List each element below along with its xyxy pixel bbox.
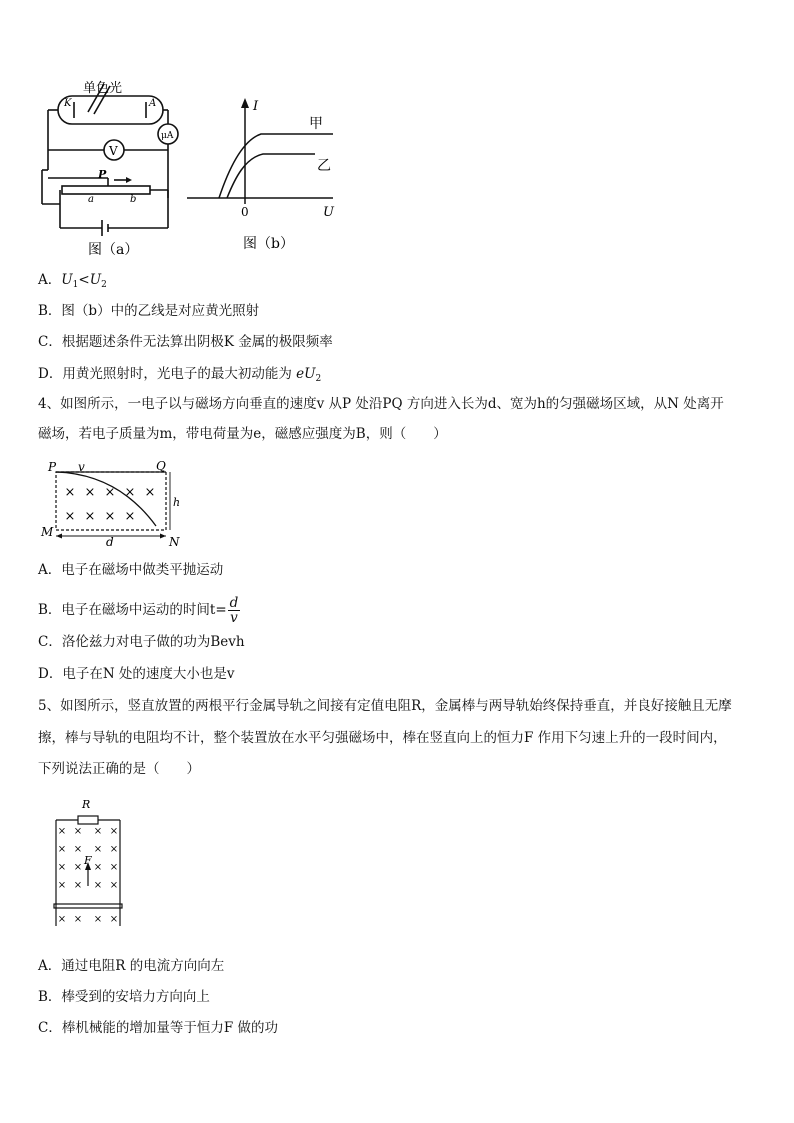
label-Q: Q — [156, 460, 166, 473]
curve-label-yi: 乙 — [317, 158, 331, 174]
field-cross: × — [57, 844, 67, 855]
field-cross: × — [93, 880, 103, 891]
label-monochromatic-light: 单色光 — [83, 81, 123, 96]
field-cross: × — [93, 862, 103, 873]
label-d: d — [106, 535, 114, 548]
label-h: h — [173, 496, 181, 509]
field-cross: × — [124, 485, 136, 500]
label-v: v — [78, 460, 85, 474]
label-ammeter: μA — [161, 131, 174, 141]
field-cross: × — [64, 485, 76, 500]
curve-yi — [227, 154, 315, 198]
resistor-R — [78, 816, 98, 824]
field-cross: × — [84, 485, 96, 500]
field-cross: × — [104, 485, 116, 500]
field-cross: × — [73, 826, 83, 837]
label-P: P — [48, 460, 57, 474]
q5-stem-line1: 5、如图所示，竖直放置的两根平行金属导轨之间接有定值电阻R，金属棒与两导轨始终保持垂直，并良好接触且无摩 — [38, 698, 732, 714]
field-cross: × — [57, 862, 67, 873]
field-cross: × — [93, 826, 103, 837]
field-cross: × — [57, 880, 67, 891]
q5-figure-rails — [48, 796, 128, 928]
origin-label: 0 — [241, 205, 249, 219]
q3-option-a: A．$U_1<U_2$ — [38, 272, 107, 290]
q5-option-b: B．棒受到的安培力方向向上 — [38, 989, 210, 1005]
field-cross: × — [109, 862, 119, 873]
field-cross: × — [93, 914, 103, 925]
label-anode-A: A — [149, 98, 157, 109]
q4-option-a: A．电子在磁场中做类平抛运动 — [38, 562, 224, 578]
q3-option-c: C．根据题述条件无法算出阴极K 金属的极限频率 — [38, 334, 333, 350]
field-cross: × — [73, 844, 83, 855]
label-a: a — [88, 194, 94, 205]
field-cross: × — [64, 509, 76, 524]
fraction-d-over-v: $\frac{d}{v}$ — [229, 595, 239, 626]
label-F: F — [84, 854, 92, 867]
label-M: M — [41, 525, 54, 539]
label-slider-P: P — [98, 168, 107, 181]
q4-option-b: B．电子在磁场中运动的时间t= $\frac{d}{v}$ — [38, 595, 239, 626]
q4-stem-line1: 4、如图所示，一电子以与磁场方向垂直的速度v 从P 处沿PQ 方向进入长为d、宽为h的匀强磁场区域，从N 处离开 — [38, 396, 724, 412]
field-cross: × — [124, 509, 136, 524]
field-cross: × — [144, 485, 156, 500]
q4-figure-magnetic-field — [38, 460, 188, 548]
label-R: R — [82, 798, 91, 811]
field-cross: × — [57, 826, 67, 837]
caption-figure-b: 图（b） — [243, 236, 294, 252]
field-cross: × — [73, 880, 83, 891]
axis-label-I: I — [253, 99, 259, 114]
metal-rod — [54, 904, 122, 908]
field-cross: × — [73, 914, 83, 925]
field-cross: × — [93, 844, 103, 855]
caption-figure-a: 图（a） — [88, 242, 139, 258]
field-cross: × — [57, 914, 67, 925]
q4-option-d: D．电子在N 处的速度大小也是v — [38, 666, 235, 682]
q5-stem-line3: 下列说法正确的是（ ） — [38, 761, 200, 777]
q5-option-c: C．棒机械能的增加量等于恒力F 做的功 — [38, 1020, 279, 1036]
q5-stem-line2: 擦，棒与导轨的电阻均不计，整个装置放在水平匀强磁场中，棒在竖直向上的恒力F 作用下匀速上升的一段时间内， — [38, 730, 727, 746]
axis-label-U: U — [323, 205, 334, 220]
label-b: b — [130, 194, 137, 205]
q4-option-c: C．洛伦兹力对电子做的功为Bevh — [38, 634, 245, 650]
figure-a-circuit — [38, 78, 188, 258]
label-N: N — [169, 535, 180, 548]
field-cross: × — [73, 862, 83, 873]
q4-stem-line2: 磁场，若电子质量为m，带电荷量为e，磁感应强度为B，则（ ） — [38, 426, 447, 442]
field-cross: × — [84, 509, 96, 524]
curve-jia — [219, 134, 333, 198]
curve-label-jia: 甲 — [309, 116, 323, 132]
label-cathode-K: K — [64, 98, 72, 109]
q3-option-b: B．图（b）中的乙线是对应黄光照射 — [38, 303, 260, 319]
figure-b-iu-graph — [185, 96, 345, 256]
field-cross: × — [109, 880, 119, 891]
label-voltmeter: V — [109, 144, 118, 158]
field-cross: × — [109, 914, 119, 925]
q3-option-d: D．用黄光照射时，光电子的最大初动能为 $eU_2$ — [38, 366, 322, 384]
field-cross: × — [104, 509, 116, 524]
field-cross: × — [109, 844, 119, 855]
q5-option-a: A．通过电阻R 的电流方向向左 — [38, 958, 225, 974]
field-cross: × — [109, 826, 119, 837]
